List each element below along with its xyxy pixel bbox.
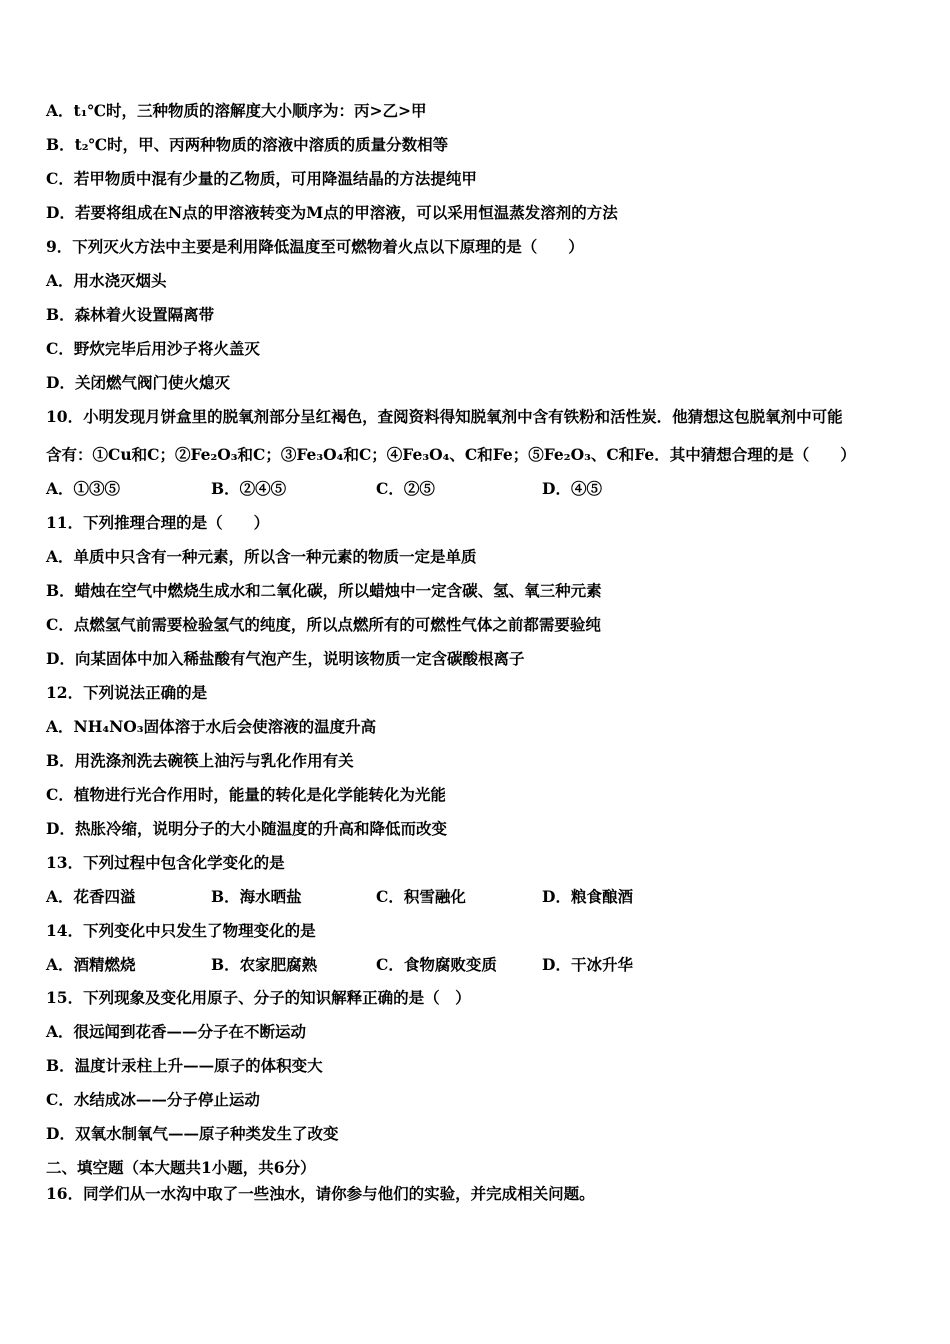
q12-option-a: A．NH₄NO₃固体溶于水后会使溶液的温度升高	[46, 717, 377, 736]
q9-option-c: C．野炊完毕后用沙子将火盖灭	[46, 339, 260, 358]
q10-option-d: D．④⑤	[542, 479, 602, 498]
q15-option-d: D．双氧水制氧气——原子种类发生了改变	[46, 1124, 339, 1143]
q13-option-b: B．海水晒盐	[211, 887, 302, 906]
q10-stem-line2: 含有：①Cu和C；②Fe₂O₃和C；③Fe₃O₄和C；④Fe₃O₄、C和Fe；⑤Fe₂O₃、C和Fe．其中猜想合理的是（ ）	[46, 445, 856, 464]
q12-option-d: D．热胀冷缩，说明分子的大小随温度的升高和降低而改变	[46, 819, 447, 838]
q8-option-d: D．若要将组成在N点的甲溶液转变为M点的甲溶液，可以采用恒温蒸发溶剂的方法	[46, 203, 618, 222]
q14-option-b: B．农家肥腐熟	[211, 955, 318, 974]
q14-option-a: A．酒精燃烧	[46, 955, 136, 974]
q12-option-b: B．用洗涤剂洗去碗筷上油污与乳化作用有关	[46, 751, 354, 770]
q9-option-b: B．森林着火设置隔离带	[46, 305, 215, 324]
q10-option-b: B．②④⑤	[211, 479, 287, 498]
q8-option-a: A．t₁℃时，三种物质的溶解度大小顺序为：丙>乙>甲	[46, 101, 427, 120]
q12-option-c: C．植物进行光合作用时，能量的转化是化学能转化为光能	[46, 785, 446, 804]
q11-stem: 11．下列推理合理的是（ ）	[46, 513, 270, 532]
q12-stem: 12．下列说法正确的是	[46, 683, 208, 702]
q14-option-c: C．食物腐败变质	[376, 955, 497, 974]
q8-option-c: C．若甲物质中混有少量的乙物质，可用降温结晶的方法提纯甲	[46, 169, 477, 188]
q10-stem-line1: 10．小明发现月饼盒里的脱氧剂部分呈红褐色，查阅资料得知脱氧剂中含有铁粉和活性炭．他猜想这包脱氧剂中可能	[46, 407, 843, 426]
q13-stem: 13．下列过程中包含化学变化的是	[46, 853, 285, 872]
q16-stem: 16．同学们从一水沟中取了一些浊水，请你参与他们的实验，并完成相关问题。	[46, 1184, 595, 1203]
q10-option-a: A．①③⑤	[46, 479, 121, 498]
q13-option-d: D．粮食酿酒	[542, 887, 633, 906]
section-heading: 二、填空题（本大题共1小题，共6分）	[46, 1158, 316, 1177]
q9-stem: 9．下列灭火方法中主要是利用降低温度至可燃物着火点以下原理的是（ ）	[46, 237, 584, 256]
q11-option-a: A．单质中只含有一种元素，所以含一种元素的物质一定是单质	[46, 547, 477, 566]
q9-option-a: A．用水浇灭烟头	[46, 271, 167, 290]
q15-option-c: C．水结成冰——分子停止运动	[46, 1090, 260, 1109]
q11-option-c: C．点燃氢气前需要检验氢气的纯度，所以点燃所有的可燃性气体之前都需要验纯	[46, 615, 601, 634]
q13-option-a: A．花香四溢	[46, 887, 136, 906]
q14-stem: 14．下列变化中只发生了物理变化的是	[46, 921, 316, 940]
q11-option-d: D．向某固体中加入稀盐酸有气泡产生，说明该物质一定含碳酸根离子	[46, 649, 525, 668]
q15-stem: 15．下列现象及变化用原子、分子的知识解释正确的是（ ）	[46, 988, 471, 1007]
q9-option-d: D．关闭燃气阀门使火熄灭	[46, 373, 230, 392]
q14-option-d: D．干冰升华	[542, 955, 633, 974]
q11-option-b: B．蜡烛在空气中燃烧生成水和二氧化碳，所以蜡烛中一定含碳、氢、氧三种元素	[46, 581, 602, 600]
q10-option-c: C．②⑤	[376, 479, 435, 498]
q8-option-b: B．t₂℃时，甲、丙两种物质的溶液中溶质的质量分数相等	[46, 135, 449, 154]
q15-option-b: B．温度计汞柱上升——原子的体积变大	[46, 1056, 323, 1075]
q13-option-c: C．积雪融化	[376, 887, 466, 906]
q15-option-a: A．很远闻到花香——分子在不断运动	[46, 1022, 307, 1041]
